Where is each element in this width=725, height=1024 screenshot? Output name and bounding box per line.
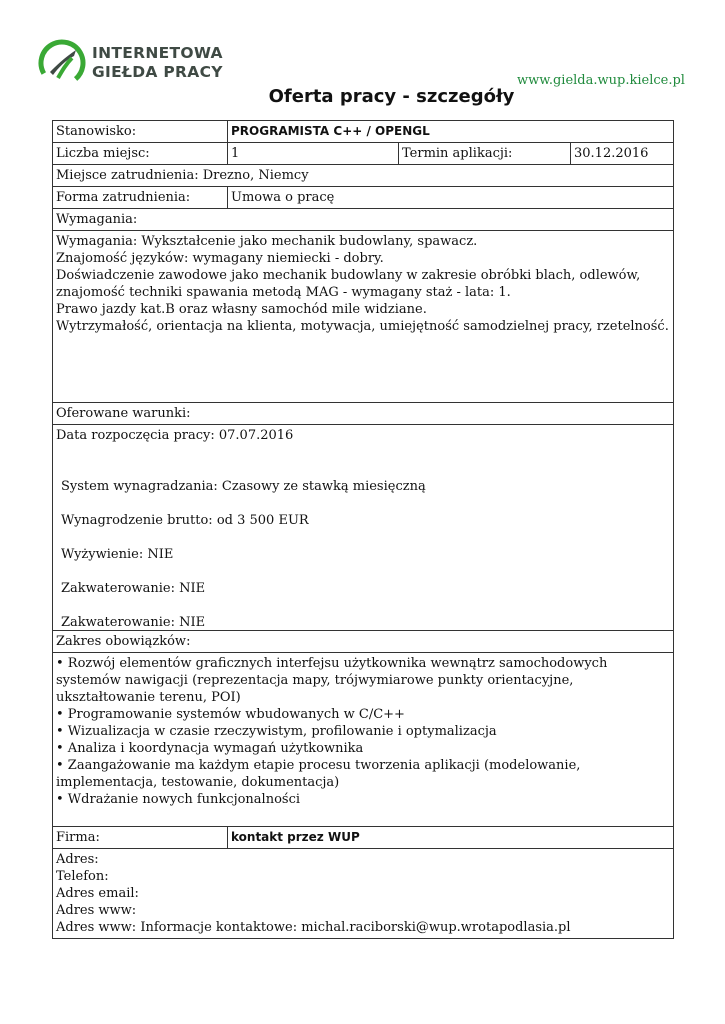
count-value: 1 [227,143,398,164]
duty-item: • Programowanie systemów wbudowanych w C/C++ [56,707,405,722]
logo-text [92,44,223,82]
logo-line-2: GIEŁDA PRACY [92,63,223,81]
requirements-label: Wymagania: [56,212,138,227]
employment-value: Umowa o pracę [227,187,673,208]
employment-label: Forma zatrudnienia: [56,190,191,205]
requirements-body-row [53,231,673,403]
conditions-header-row [53,403,673,425]
conditions-label: Oferowane warunki: [56,406,191,421]
duty-item: • Analiza i koordynacja wymagań użytkownika [56,741,364,756]
logo-icon [38,38,88,88]
company-value: kontakt przez WUP [227,827,673,848]
duties-header-row [53,631,673,653]
duties-label: Zakres obowiązków: [56,634,191,649]
requirements-line: Prawo jazdy kat.B oraz własny samochód mile widziane. [56,302,427,317]
requirements-line: Wymagania: Wykształcenie jako mechanik budowlany, spawacz. [56,234,478,249]
count-row [53,143,673,165]
contact-text [53,849,673,938]
contact-email: Adres email: [56,886,139,901]
location-row [53,165,673,187]
offer-table [52,120,674,939]
start-date: Data rozpoczęcia pracy: 07.07.2016 [56,428,294,443]
contact-info: Adres www: Informacje kontaktowe: michal.raciborski@wup.wrotapodlasia.pl [56,920,571,935]
condition-item: System wynagradzania: Czasowy ze stawką miesięczną [61,479,426,494]
position-value: PROGRAMISTA C++ / OPENGL [227,121,673,142]
count-label: Liczba miejsc: [56,146,150,161]
duty-item: • Wizualizacja w czasie rzeczywistym, profilowanie i optymalizacja [56,724,497,739]
duties-body-row [53,653,673,827]
contact-row [53,849,673,938]
duty-item: • Wdrażanie nowych funkcjonalności [56,792,301,807]
logo-line-1: INTERNETOWA [92,44,223,62]
company-label: Firma: [56,830,100,845]
requirements-line: Znajomość języków: wymagany niemiecki - dobry. [56,251,384,266]
page-title: Oferta pracy - szczegóły [268,86,515,107]
condition-item: Zakwaterowanie: NIE [61,581,206,596]
site-url-link[interactable]: www.gielda.wup.kielce.pl [517,73,685,88]
position-label: Stanowisko: [56,124,137,139]
position-row [53,121,673,143]
company-row [53,827,673,849]
conditions-body-row [53,425,673,631]
employment-row [53,187,673,209]
location-text: Miejsce zatrudnienia: Drezno, Niemcy [56,168,309,183]
requirements-line: Wytrzymałość, orientacja na klienta, motywacja, umiejętność samodzielnej pracy, rzetelność. [56,319,669,334]
condition-item: Wyżywienie: NIE [61,547,174,562]
logo [38,38,228,88]
contact-phone: Telefon: [56,869,109,884]
conditions-text [53,425,673,630]
requirements-text [53,231,673,402]
duty-item: • Zaangażowanie ma każdym etapie procesu tworzenia aplikacji (modelowanie, implementacja, testowanie, dokumentacja) [56,758,581,790]
requirements-header-row [53,209,673,231]
condition-item: Zakwaterowanie: NIE [61,615,206,630]
duties-text [53,653,673,826]
contact-address: Adres: [56,852,99,867]
condition-item: Wynagrodzenie brutto: od 3 500 EUR [61,513,309,528]
requirements-line: Doświadczenie zawodowe jako mechanik budowlany w zakresie obróbki blach, odlewów, znajomość techniki spawania metodą MAG - wymagany staż - lata: 1. [56,268,641,300]
deadline-label: Termin aplikacji: [398,143,570,164]
contact-www: Adres www: [56,903,137,918]
deadline-value: 30.12.2016 [570,143,673,164]
duty-item: • Rozwój elementów graficznych interfejsu użytkownika wewnątrz samochodowych systemów nawigacji (reprezentacja mapy, trójwymiarowe punkty orientacyjne, ukształtowanie terenu, POI) [56,656,608,705]
